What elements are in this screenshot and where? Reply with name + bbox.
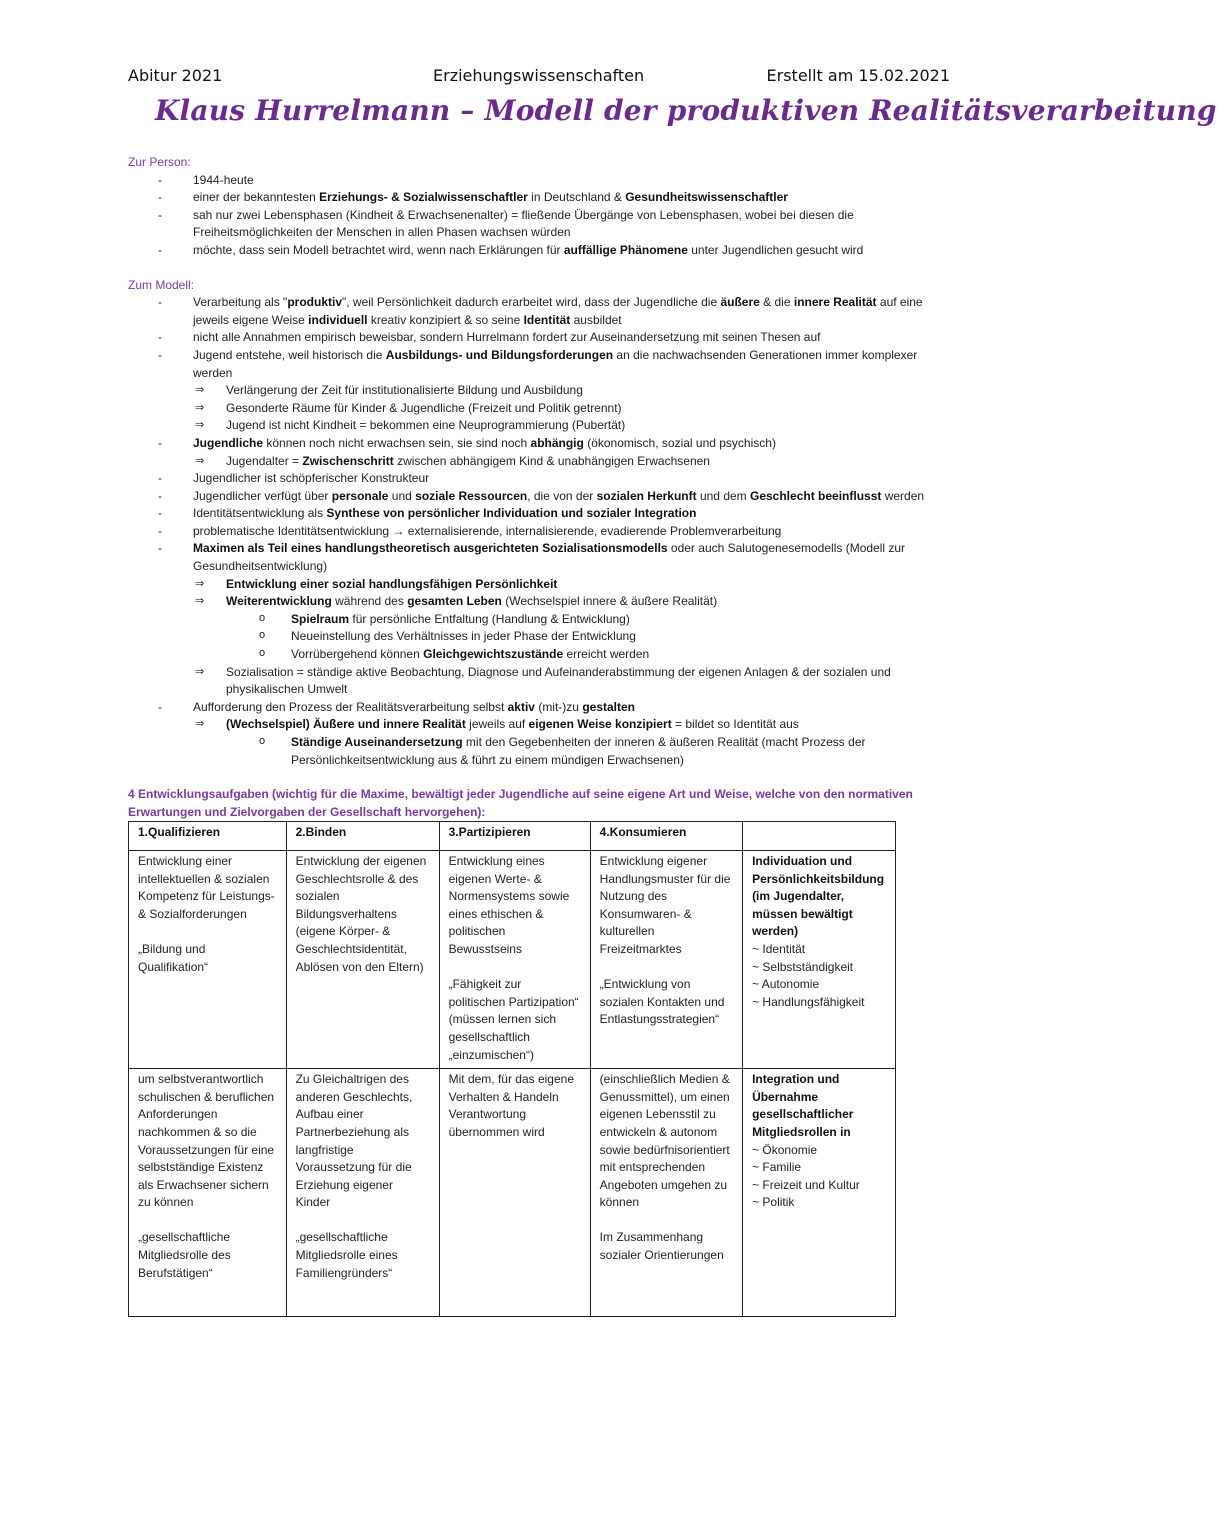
- column-header: 3.Partizipieren: [439, 822, 590, 851]
- table-cell: Mit dem, für das eigene Verhalten & Handeln Verantwortung übernommen wird: [439, 1069, 590, 1317]
- table-cell: (einschließlich Medien & Genussmittel), um einen eigenen Lebensstil zu entwickeln & autonom sowie bedürfnisorientiert mit entsprechenden Angeboten umgehen zu können Im Zusammenhang sozialer Orientierungen: [590, 1069, 742, 1317]
- list-item: - Identitätsentwicklung als Synthese von persönlicher Individuation und sozialer Integration: [128, 505, 943, 523]
- page-header: [128, 66, 950, 88]
- sub-sub-item: o Vorrübergehend können Gleichgewichtszustände erreicht werden: [128, 646, 943, 664]
- sub-sub-item: o Spielraum für persönliche Entfaltung (Handlung & Entwicklung): [128, 611, 943, 629]
- document-title: Klaus Hurrelmann – Modell der produktiven Realitätsverarbeitung: [155, 94, 1217, 127]
- list-item: - Jugendliche können noch nicht erwachsen sein, sie sind noch abhängig (ökonomisch, sozial und psychisch): [128, 435, 943, 453]
- list-item: - Jugendlicher ist schöpferischer Konstrukteur: [128, 470, 943, 488]
- sub-item: ⇒ Sozialisation = ständige aktive Beobachtung, Diagnose und Aufeinanderabstimmung der eigenen Anlagen & der sozialen und physikalischen Umwelt: [128, 664, 943, 699]
- table-row: [129, 1069, 896, 1317]
- person-heading: Zur Person:: [128, 155, 191, 169]
- sub-item: ⇒ Gesonderte Räume für Kinder & Jugendliche (Freizeit und Politik getrennt): [128, 400, 943, 418]
- cell-list: ~ Ökonomie ~ Familie ~ Freizeit und Kultur ~ Politik: [752, 1142, 860, 1210]
- table-cell: Zu Gleichaltrigen des anderen Geschlechts, Aufbau einer Partnerbeziehung als langfristige Voraussetzung für die Erziehung eigener Kinder „gesellschaftliche Mitgliedsrolle eines Familiengründers“: [286, 1069, 439, 1317]
- document-body: [128, 154, 943, 833]
- list-item: - nicht alle Annahmen empirisch beweisbar, sondern Hurrelmann fordert zur Auseinandersetzung mit seinen Thesen auf: [128, 329, 943, 347]
- table-cell: Entwicklung eines eigenen Werte- & Normensystems sowie eines ethischen & politischen Bewusstseins „Fähigkeit zur politischen Partizipation“ (müssen lernen sich gesellschaftlich „einzumischen“): [439, 851, 590, 1069]
- header-date: Erstellt am 15.02.2021: [766, 66, 950, 85]
- table-cell: Entwicklung einer intellektuellen & sozialen Kompetenz für Leistungs- & Sozialforderungen „Bildung und Qualifikation“: [129, 851, 287, 1069]
- table-cell: Entwicklung der eigenen Geschlechtsrolle & des sozialen Bildungsverhaltens (eigene Körper- & Geschlechtsidentität, Ablösen von den Eltern): [286, 851, 439, 1069]
- column-header: 1.Qualifizieren: [129, 822, 287, 851]
- list-item: - problematische Identitätsentwicklung → externalisierende, internalisierende, evadierende Problemverarbeitung: [128, 523, 943, 541]
- header-subject: Erziehungswissenschaften: [433, 66, 645, 85]
- table-cell: [743, 1069, 896, 1317]
- sub-item: ⇒ Entwicklung einer sozial handlungsfähigen Persönlichkeit: [128, 576, 943, 594]
- sub-sub-item: o Ständige Auseinandersetzung mit den Gegebenheiten der inneren & äußeren Realität (macht Prozess der Persönlichkeitsentwicklung aus & führt zu einem mündigen Erwachsenen): [128, 734, 943, 769]
- tasks-intro: 4 Entwicklungsaufgaben (wichtig für die Maxime, bewältigt jeder Jugendliche auf seine eigene Art und Weise, welche von den normativen Erwartungen und Zielvorgaben der Gesellschaft hervorgehen):: [128, 787, 913, 819]
- list-item: - einer der bekanntesten Erziehungs- & Sozialwissenschaftler in Deutschland & Gesundheitswissenschaftler: [128, 189, 943, 207]
- table-header-row: [129, 822, 896, 851]
- column-header: 4.Konsumieren: [590, 822, 742, 851]
- list-item: - Aufforderung den Prozess der Realitätsverarbeitung selbst aktiv (mit-)zu gestalten: [128, 699, 943, 717]
- list-item: - Jugendlicher verfügt über personale und soziale Ressourcen, die von der sozialen Herkunft und dem Geschlecht beeinflusst werden: [128, 488, 943, 506]
- table-cell: um selbstverantwortlich schulischen & beruflichen Anforderungen nachkommen & so die Voraussetzungen für eine selbstständige Existenz als Erwachsener sichern zu können „gesellschaftliche Mitgliedsrolle des Berufstätigen“: [129, 1069, 287, 1317]
- list-item: - sah nur zwei Lebensphasen (Kindheit & Erwachsenenalter) = fließende Übergänge von Lebensphasen, wobei bei diesen die Freiheitsmöglichkeiten der Menschen in allen Phasen wachsen würden: [128, 207, 943, 242]
- cell-heading: Individuation und Persönlichkeitsbildung (im Jugendalter, müssen bewältigt werden): [752, 854, 885, 939]
- model-heading: Zum Modell:: [128, 277, 195, 292]
- table-cell: Entwicklung eigener Handlungsmuster für die Nutzung des Konsumwaren- & kulturellen Freizeitmarktes „Entwicklung von sozialen Kontakten und Entlastungsstrategien“: [590, 851, 742, 1069]
- list-item: - Verarbeitung als "produktiv", weil Persönlichkeit dadurch erarbeitet wird, dass der Jugendliche die äußere & die innere Realität auf eine jeweils eigene Weise individuell kreativ konzipiert & so seine Identität ausbildet: [128, 294, 943, 329]
- list-item: - 1944-heute: [128, 172, 943, 190]
- sub-item: ⇒ Jugendalter = Zwischenschritt zwischen abhängigem Kind & unabhängigen Erwachsenen: [128, 453, 943, 471]
- sub-item: ⇒ Verlängerung der Zeit für institutionalisierte Bildung und Ausbildung: [128, 382, 943, 400]
- column-header: 2.Binden: [286, 822, 439, 851]
- sub-item: ⇒ Weiterentwicklung während des gesamten Leben (Wechselspiel innere & äußere Realität): [128, 593, 943, 611]
- header-left: Abitur 2021: [128, 66, 223, 85]
- list-item: - Maximen als Teil eines handlungstheoretisch ausgerichteten Sozialisationsmodells oder auch Salutogenesemodells (Modell zur Gesundheitsentwicklung): [128, 540, 943, 575]
- sub-item: ⇒ (Wechselspiel) Äußere und innere Realität jeweils auf eigenen Weise konzipiert = bildet so Identität aus: [128, 716, 943, 734]
- development-tasks-table: [128, 821, 896, 1317]
- sub-sub-item: o Neueinstellung des Verhältnisses in jeder Phase der Entwicklung: [128, 628, 943, 646]
- cell-heading: Integration und Übernahme gesellschaftlicher Mitgliedsrollen in: [752, 1072, 854, 1139]
- cell-list: ~ Identität ~ Selbstständigkeit ~ Autonomie ~ Handlungsfähigkeit: [752, 941, 865, 1009]
- list-item: - Jugend entstehe, weil historisch die Ausbildungs- und Bildungsforderungen an die nachwachsenden Generationen immer komplexer werden: [128, 347, 943, 382]
- table-cell: [743, 851, 896, 1069]
- table-row: [129, 851, 896, 1069]
- list-item: - möchte, dass sein Modell betrachtet wird, wenn nach Erklärungen für auffällige Phänomene unter Jugendlichen gesucht wird: [128, 242, 943, 260]
- column-header: [743, 822, 896, 851]
- sub-item: ⇒ Jugend ist nicht Kindheit = bekommen eine Neuprogrammierung (Pubertät): [128, 417, 943, 435]
